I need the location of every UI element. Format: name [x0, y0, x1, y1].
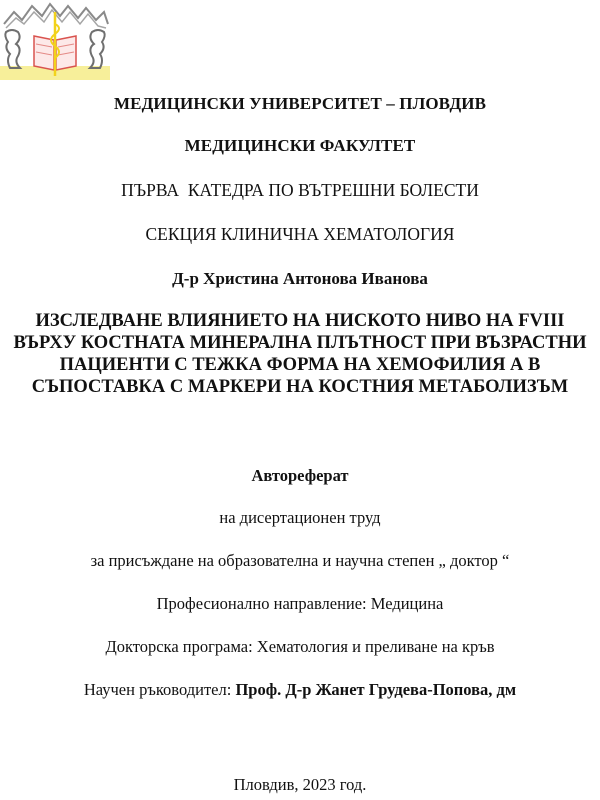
section-name: СЕКЦИЯ КЛИНИЧНА ХЕМАТОЛОГИЯ [145, 224, 455, 244]
document-subtitle: на дисертационен труд [219, 508, 381, 527]
faculty-name: МЕДИЦИНСКИ ФАКУЛТЕТ [184, 136, 416, 155]
university-logo [0, 0, 112, 84]
place-and-year: Пловдив, 2023 год. [233, 775, 367, 794]
title-line: ПАЦИЕНТИ С ТЕЖКА ФОРМА НА ХЕМОФИЛИЯ А В [59, 355, 541, 375]
supervisor-name: Проф. Д-р Жанет Грудева-Попова, дм [235, 680, 517, 699]
supervisor-label: Научен ръководител: [83, 680, 236, 699]
university-name: МЕДИЦИНСКИ УНИВЕРСИТЕТ – ПЛОВДИВ [113, 94, 487, 113]
title-line: СЪПОСТАВКА С МАРКЕРИ НА КОСТНИЯ МЕТАБОЛИЗЪМ [31, 377, 569, 397]
professional-field: Професионално направление: Медицина [156, 594, 444, 613]
document-type: Автореферат [251, 466, 349, 485]
degree-purpose: за присъждане на образователна и научна степен „ доктор “ [90, 551, 510, 570]
emblem-icon [0, 0, 112, 84]
title-line: ИЗСЛЕДВАНЕ ВЛИЯНИЕТО НА НИСКОТО НИВО НА FVIII [35, 311, 565, 331]
supervisor-line [0, 680, 600, 700]
doctoral-program: Докторска програма: Хематология и преливане на кръв [105, 637, 495, 656]
dissertation-title [0, 310, 600, 398]
author-name: Д-р Христина Антонова Иванова [172, 269, 428, 288]
title-line: ВЪРХУ КОСТНАТА МИНЕРАЛНА ПЛЪТНОСТ ПРИ ВЪЗРАСТНИ [13, 333, 587, 353]
department-name: ПЪРВА КАТЕДРА ПО ВЪТРЕШНИ БОЛЕСТИ [121, 180, 479, 200]
